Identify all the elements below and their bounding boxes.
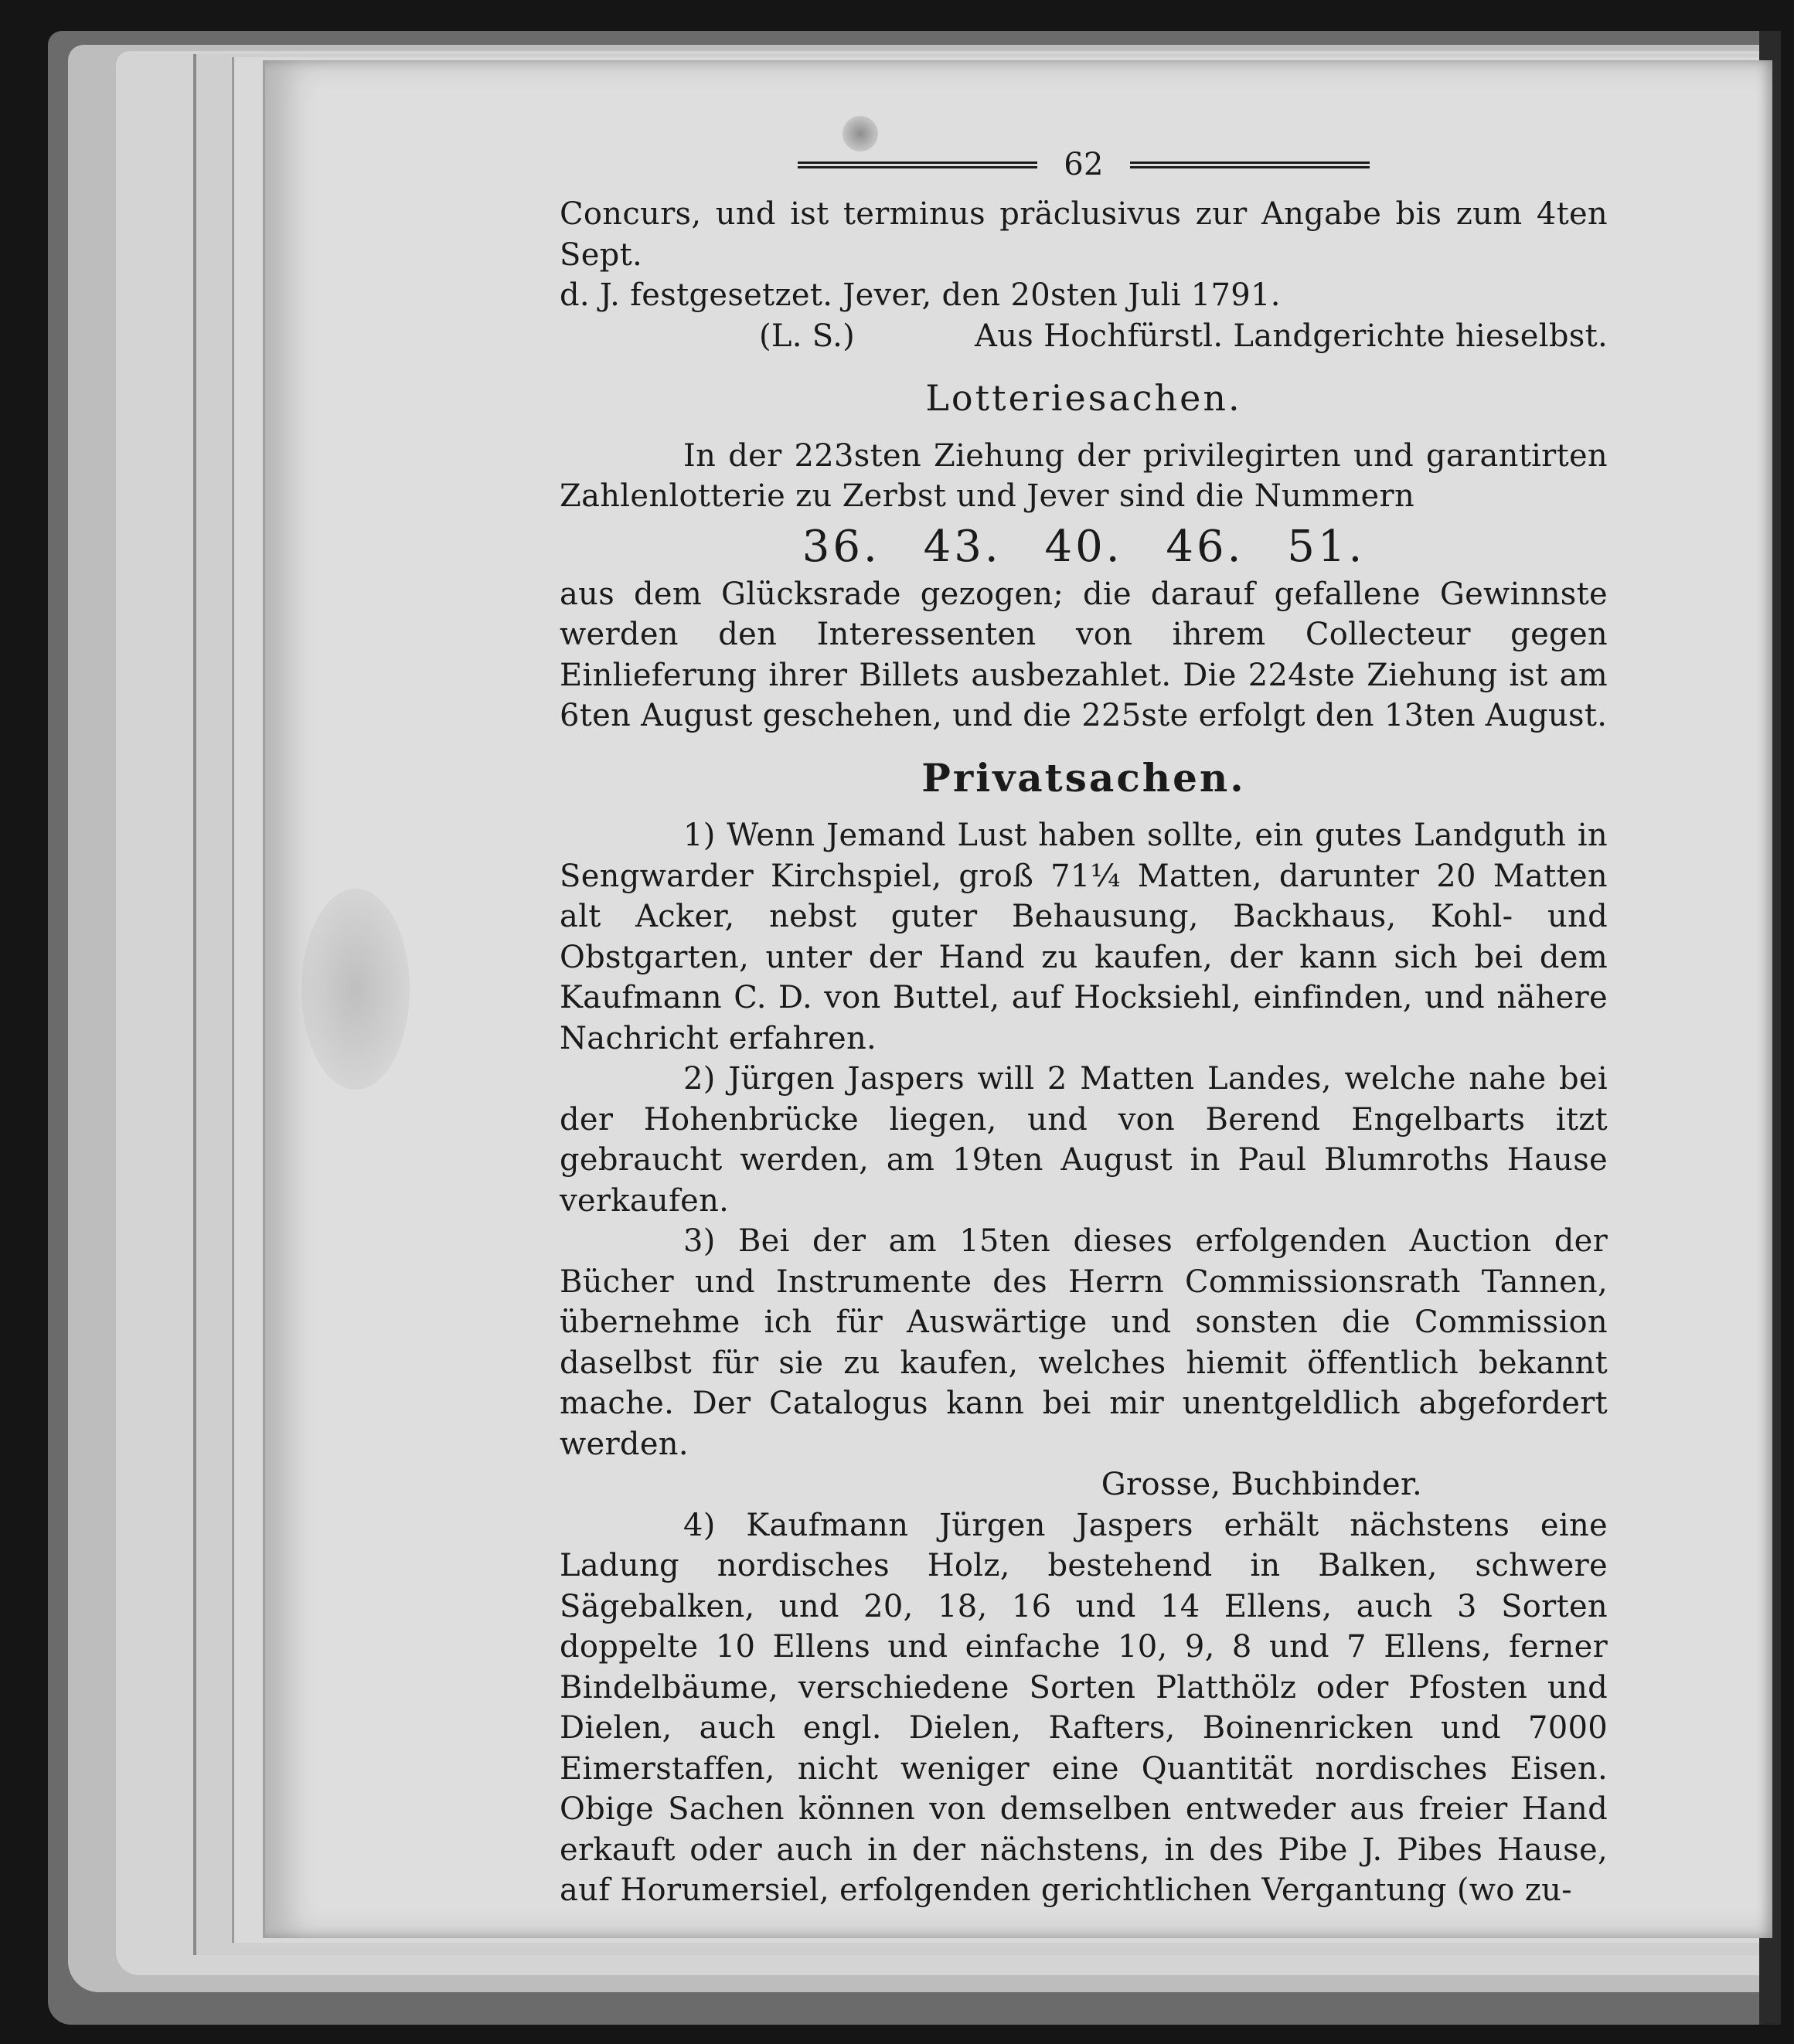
- authority-line: Aus Hochfürstl. Landgerichte hieselbst.: [975, 318, 1608, 354]
- page-header: [560, 143, 1608, 186]
- page-number: 62: [1064, 146, 1104, 182]
- notice-3: 3) Bei der am 15ten dieses erfolgenden Auction der Bücher und Instrumente des Herrn Commissionsrath Tannen, übernehme ich für Auswärtige und sonsten die Commission daselbst für sie zu kaufen, welches hiemit öffentlich bekannt mache. Der Catalogus kann bei mir unentgeldlich abgefordert werden.: [560, 1223, 1608, 1462]
- header-rule-left: [798, 162, 1037, 168]
- legal-line-1: Concurs, und ist terminus präclusivus zur Angabe bis zum 4ten Sept.: [560, 196, 1608, 273]
- legal-line-2: d. J. festgesetzet. Jever, den 20sten Juli 1791.: [560, 277, 1281, 313]
- notice-1: 1) Wenn Jemand Lust haben sollte, ein gutes Landguth in Sengwarder Kirchspiel, groß 71¼ Matten, darunter 20 Matten alt Acker, nebst guter Behausung, Backhaus, Kohl- und Obstgarten, unter der Hand zu kaufen, der kann sich bei dem Kaufmann C. D. von Buttel, auf Hocksiehl, einfinden, und nähere Nachricht erfahren.: [560, 818, 1608, 1056]
- page-text: [560, 143, 1608, 1911]
- lottery-body: aus dem Glücksrade gezogen; die darauf gefallene Gewinnste werden den Interessenten von ihrem Collecteur gegen Einlieferung ihrer Billets ausbezahlet. Die 224ste Ziehung ist am 6ten August geschehen, und die 225ste erfolgt den 13ten August.: [560, 576, 1608, 733]
- lottery-intro: In der 223sten Ziehung der privilegirten und garantirten Zahlenlotterie zu Zerbst und Jever sind die Nummern: [560, 437, 1608, 514]
- notice-2: 2) Jürgen Jaspers will 2 Matten Landes, welche nahe bei der Hohenbrücke liegen, und von Berend Engelbarts itzt gebraucht werden, am 19ten August in Paul Blumroths Hause verkaufen.: [560, 1061, 1608, 1219]
- legal-seal-line: [560, 316, 1608, 357]
- header-rule-right: [1130, 162, 1370, 168]
- water-stain: [301, 889, 410, 1090]
- notice-4: 4) Kaufmann Jürgen Jaspers erhält nächstens eine Ladung nordisches Holz, bestehend in Balken, schwere Sägebalken, und 20, 18, 16 und 14 Ellens, auch 3 Sorten doppelte 10 Ellens und einfache 10, 9, 8 und 7 Ellens, ferner Bindelbäume, verschiedene Sorten Platthölz oder Pfosten und Dielen, auch engl. Dielen, Rafters, Boinenricken und 7000 Eimerstaffen, nicht weniger eine Quantität nordisches Eisen. Obige Sachen können von demselben entweder aus freier Hand erkauft oder auch in der nächstens, in des Pibe J. Pibes Hause, auf Horumersiel, erfolgenden gerichtlichen Vergantung (wo zu-: [560, 1507, 1608, 1908]
- section-title-private: Privatsachen.: [921, 754, 1246, 801]
- lottery-numbers: 36. 43. 40. 46. 51.: [802, 521, 1366, 572]
- section-title-lottery: Lotteriesachen.: [925, 377, 1242, 419]
- notice-3-signature: Grosse, Buchbinder.: [1101, 1467, 1422, 1502]
- seal-label: (L. S.): [759, 318, 855, 354]
